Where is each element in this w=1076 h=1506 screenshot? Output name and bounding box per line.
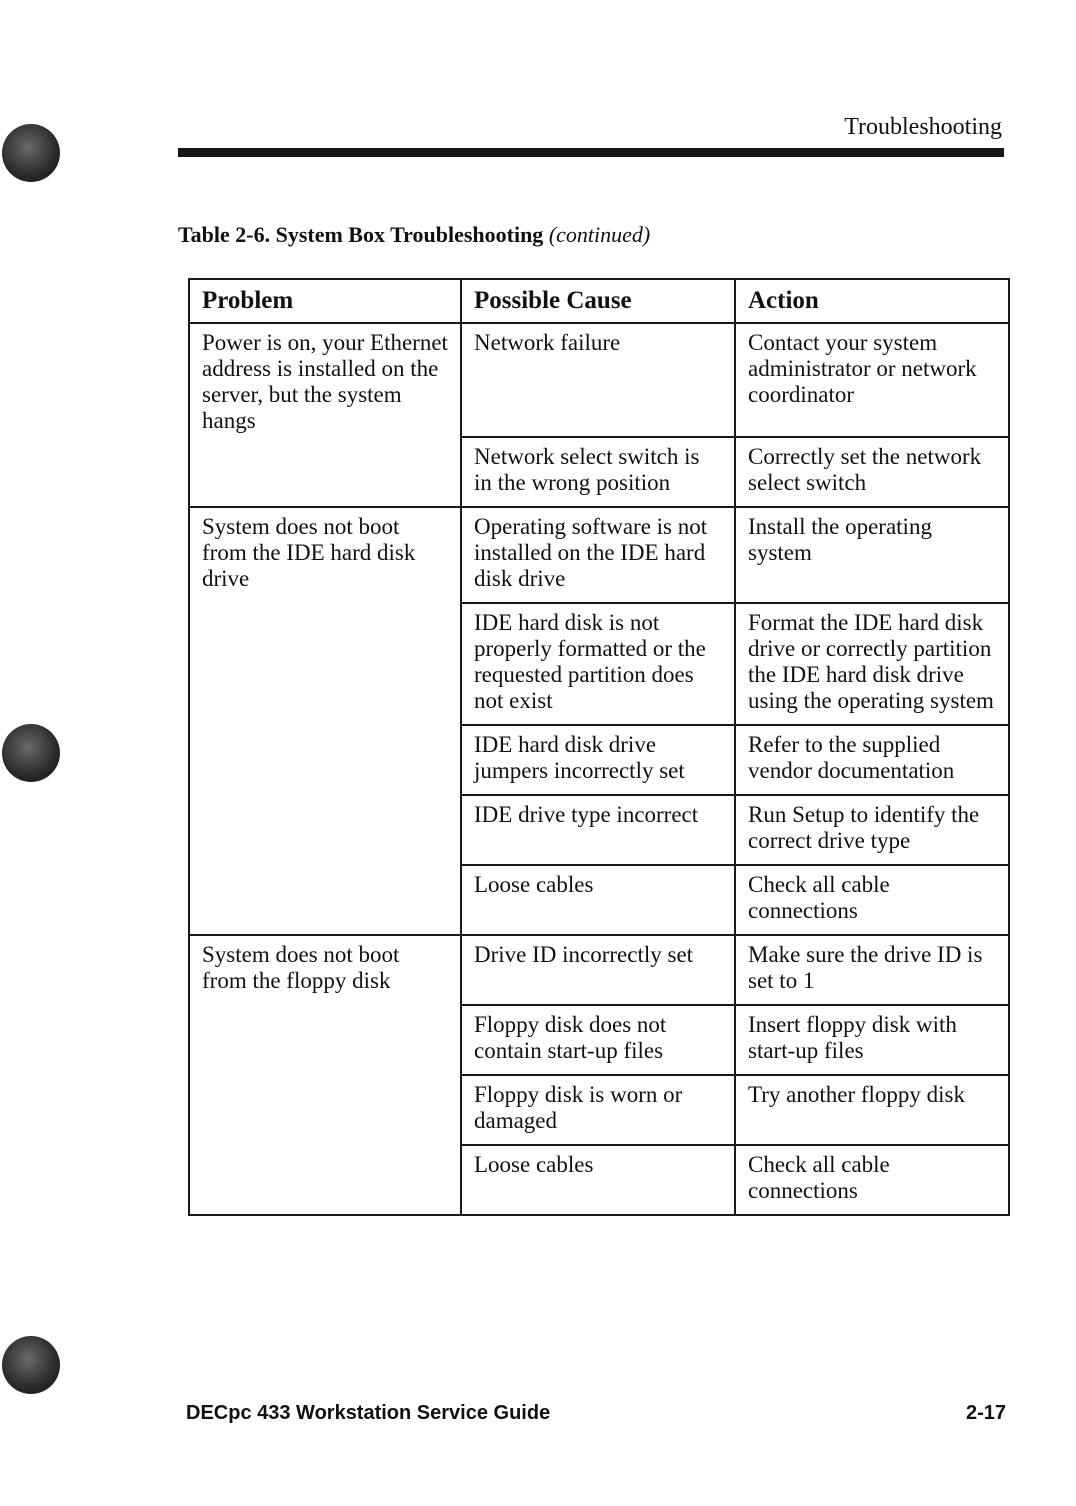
cause-cell: Network select switch is in the wrong position — [461, 437, 735, 507]
cause-cell: Floppy disk is worn or damaged — [461, 1075, 735, 1145]
action-cell: Make sure the drive ID is set to 1 — [735, 935, 1009, 1005]
header-rule — [178, 148, 1004, 157]
table-header-row — [189, 279, 1009, 323]
binder-hole-middle — [2, 724, 60, 782]
table-caption-note: (continued) — [548, 222, 651, 247]
action-cell: Correctly set the network select switch — [735, 437, 1009, 507]
running-head: Troubleshooting — [844, 114, 1002, 140]
column-header-problem: Problem — [189, 279, 461, 323]
cause-cell: Loose cables — [461, 865, 735, 935]
cause-cell: IDE hard disk is not properly formatted or the requested partition does not exist — [461, 603, 735, 725]
action-cell: Insert floppy disk with start-up files — [735, 1005, 1009, 1075]
footer-title: DECpc 433 Workstation Service Guide — [186, 1402, 551, 1424]
cause-cell: Floppy disk does not contain start-up files — [461, 1005, 735, 1075]
binder-hole-bottom — [2, 1336, 60, 1394]
table-caption — [178, 222, 650, 248]
problem-cell: System does not boot from the IDE hard disk drive — [189, 507, 461, 935]
cause-cell: IDE hard disk drive jumpers incorrectly set — [461, 725, 735, 795]
binder-hole-top — [2, 124, 60, 182]
problem-cell: Power is on, your Ethernet address is installed on the server, but the system hangs — [189, 323, 461, 507]
troubleshooting-table — [188, 278, 1010, 1216]
table-row — [189, 507, 1009, 603]
cause-cell: Loose cables — [461, 1145, 735, 1215]
action-cell: Run Setup to identify the correct drive type — [735, 795, 1009, 865]
action-cell: Check all cable connections — [735, 865, 1009, 935]
action-cell: Try another floppy disk — [735, 1075, 1009, 1145]
cause-cell: Network failure — [461, 323, 735, 437]
cause-cell: Operating software is not installed on the IDE hard disk drive — [461, 507, 735, 603]
cause-cell: IDE drive type incorrect — [461, 795, 735, 865]
action-cell: Check all cable connections — [735, 1145, 1009, 1215]
column-header-action: Action — [735, 279, 1009, 323]
action-cell: Install the operating system — [735, 507, 1009, 603]
page-number: 2-17 — [965, 1402, 1006, 1424]
action-cell: Contact your system administrator or network coordinator — [735, 323, 1009, 437]
table-row — [189, 323, 1009, 437]
problem-cell: System does not boot from the floppy disk — [189, 935, 461, 1215]
column-header-cause: Possible Cause — [461, 279, 735, 323]
action-cell: Refer to the supplied vendor documentation — [735, 725, 1009, 795]
cause-cell: Drive ID incorrectly set — [461, 935, 735, 1005]
table-row — [189, 935, 1009, 1005]
action-cell: Format the IDE hard disk drive or correctly partition the IDE hard disk drive using the operating system — [735, 603, 1009, 725]
table-caption-label: Table 2-6. System Box Troubleshooting — [178, 222, 544, 247]
